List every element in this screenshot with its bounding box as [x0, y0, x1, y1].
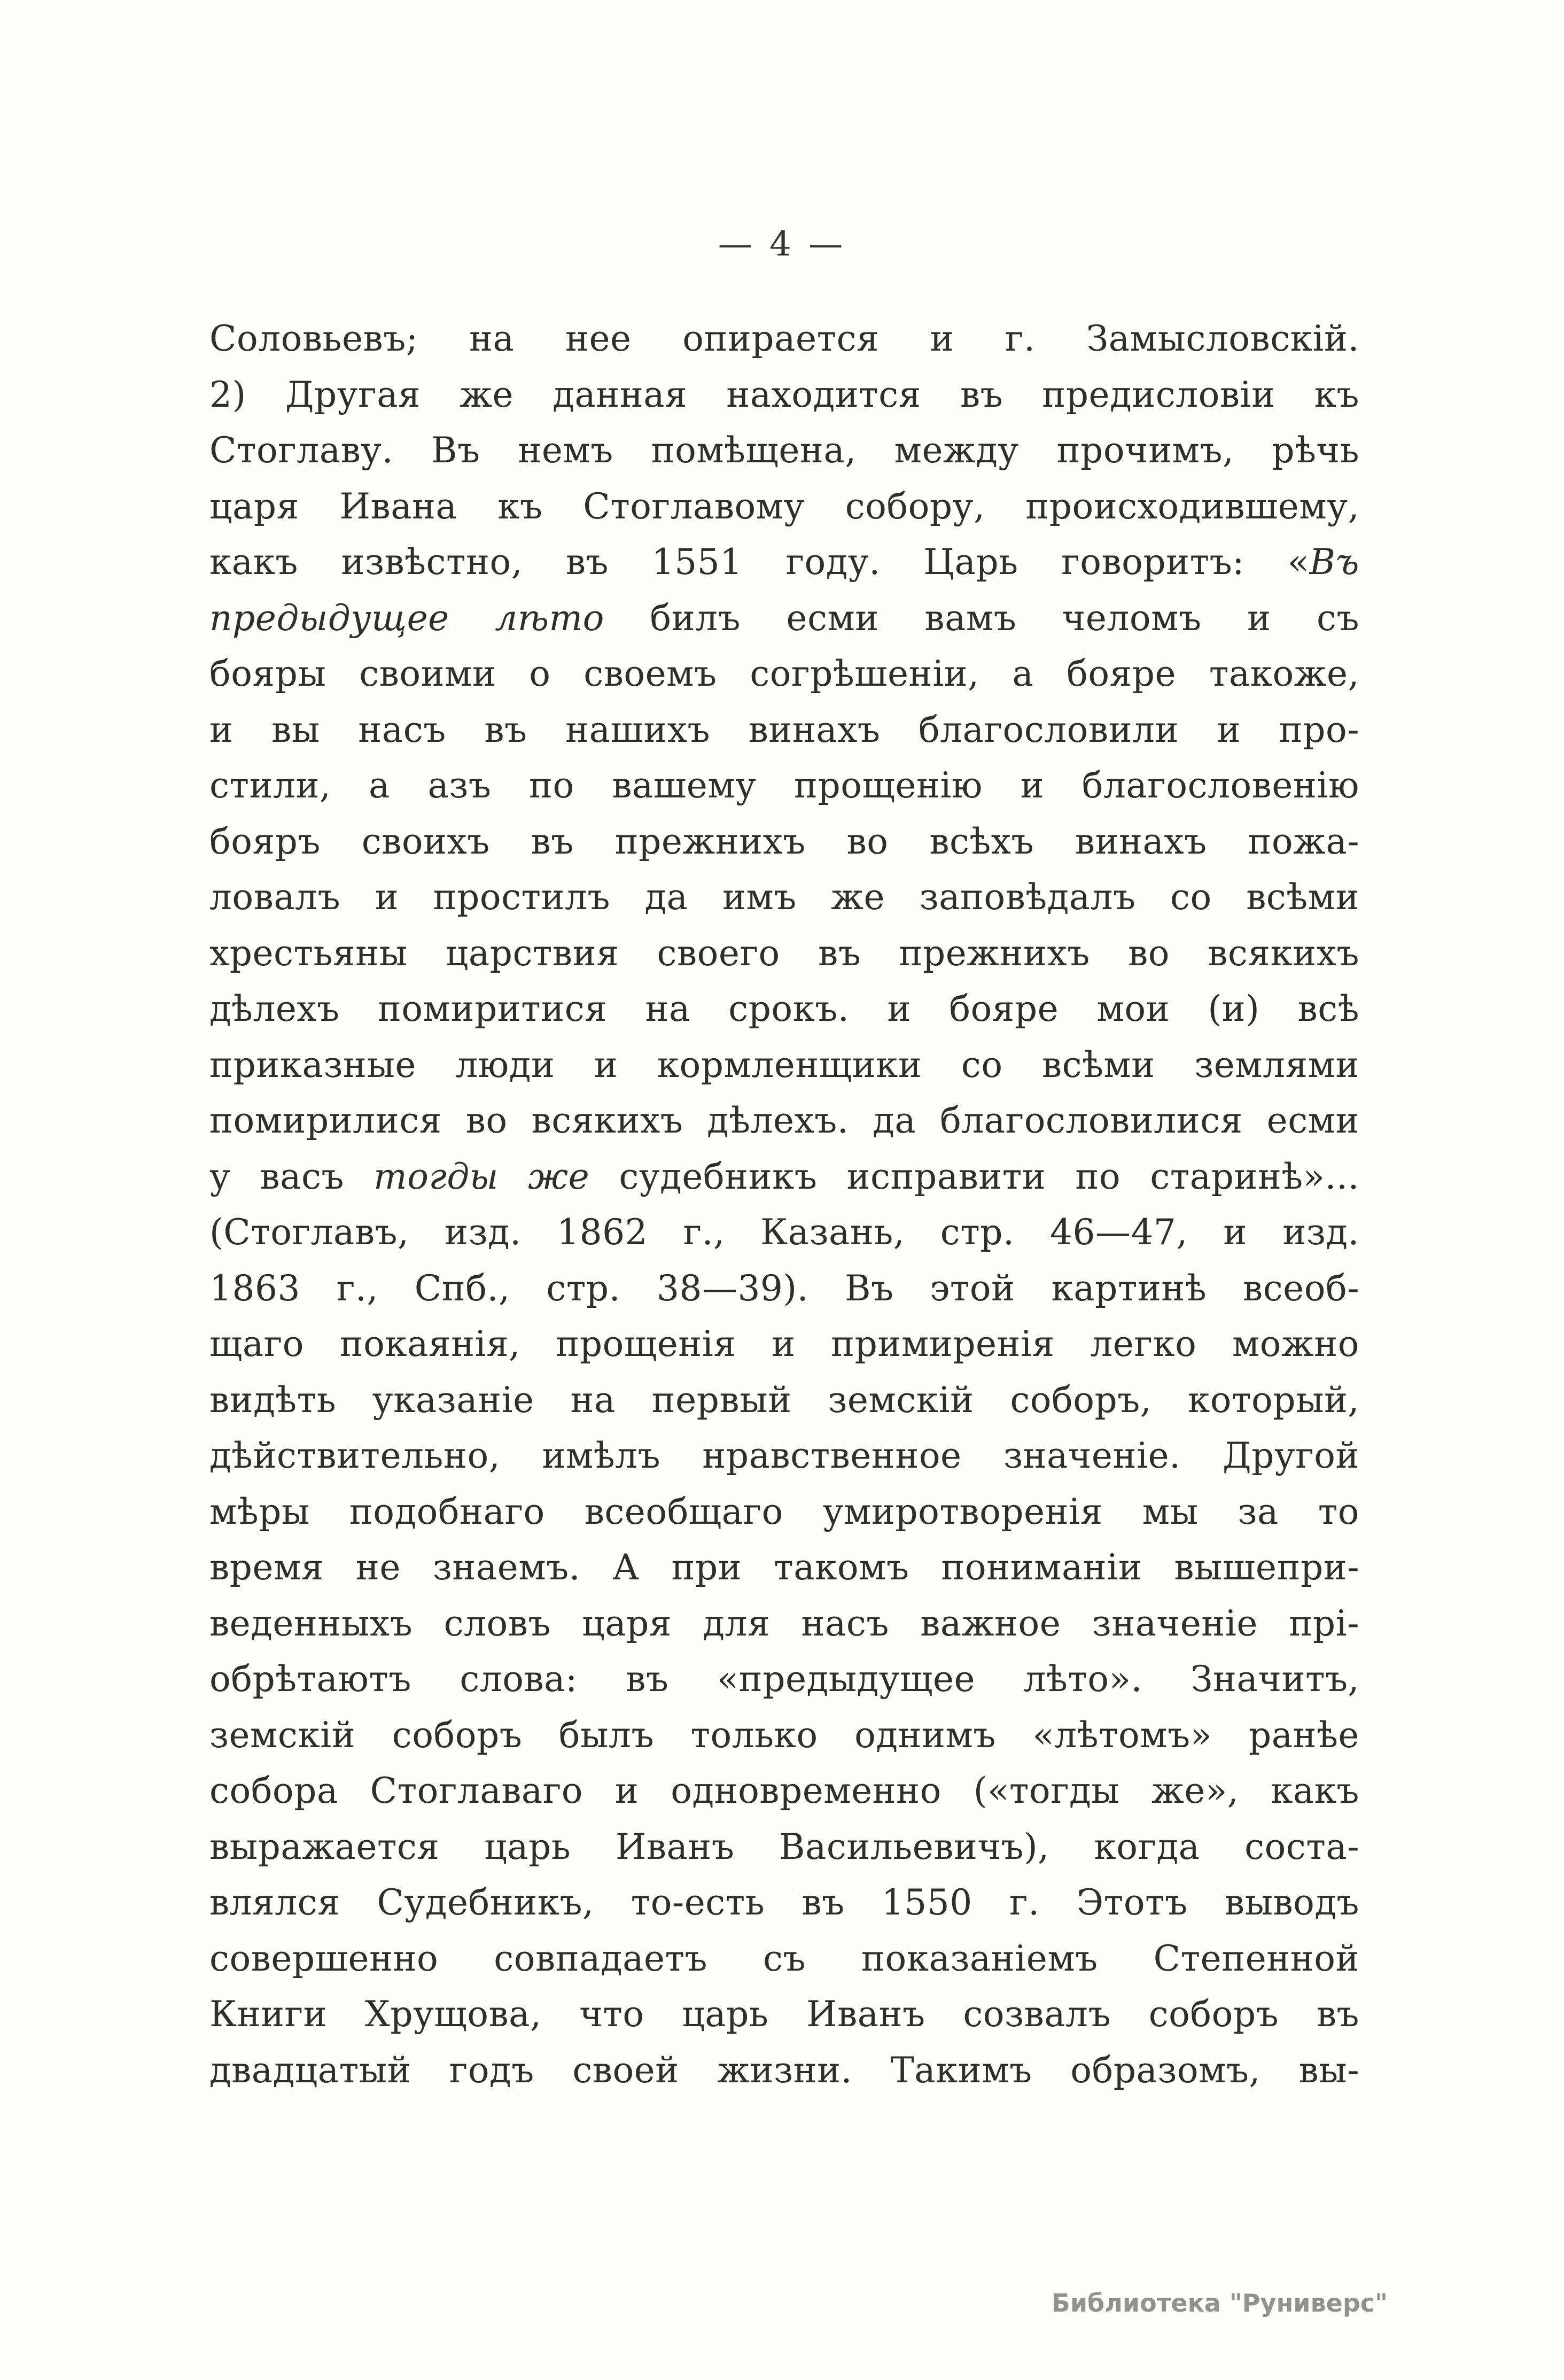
- text-line: [209, 1819, 1359, 1875]
- text-line: [209, 1484, 1359, 1540]
- text-segment: и вы насъ въ нашихъ винахъ благословили и про-: [209, 709, 1359, 750]
- text-line: [209, 1987, 1359, 2043]
- text-segment: дѣйствительно, имѣлъ нравственное значеніе. Другой: [209, 1435, 1359, 1476]
- text-segment: обрѣтаютъ слова: въ «предыдущее лѣто». Значитъ,: [209, 1658, 1359, 1700]
- text-line: [209, 479, 1359, 535]
- text-line: [209, 1316, 1359, 1373]
- text-segment: бояры своими о своемъ согрѣшеніи, а бояре такоже,: [209, 653, 1359, 694]
- text-line: [209, 311, 1359, 367]
- text-segment: двадцатый годъ своей жизни. Такимъ образомъ, вы-: [209, 2049, 1359, 2091]
- text-line: [209, 926, 1359, 982]
- text-segment: Книги Хрущова, что царь Иванъ созвалъ соборъ въ: [209, 1994, 1359, 2035]
- italic-text-segment: тогды же: [374, 1156, 590, 1197]
- text-block: [209, 311, 1359, 2098]
- text-line: [209, 1875, 1359, 1931]
- text-line: [209, 1596, 1359, 1652]
- text-line: [209, 1093, 1359, 1149]
- text-line: [209, 591, 1359, 647]
- text-line: [209, 534, 1359, 591]
- text-segment: видѣть указаніе на первый земскій соборъ, который,: [209, 1379, 1359, 1421]
- text-segment: у васъ: [209, 1156, 374, 1197]
- text-line: [209, 1428, 1359, 1484]
- text-line: [209, 1373, 1359, 1429]
- text-segment: какъ извѣстно, въ 1551 году. Царь говоритъ: «: [209, 541, 1310, 583]
- text-segment: совершенно совпадаетъ съ показаніемъ Степенной: [209, 1937, 1359, 1979]
- page-number: — 4 —: [718, 224, 846, 264]
- text-segment: хрестьяны царствия своего въ прежнихъ во всякихъ: [209, 932, 1359, 974]
- text-segment: мѣры подобнаго всеобщаго умиротворенія мы за то: [209, 1491, 1359, 1532]
- text-segment: (Стоглавъ, изд. 1862 г., Казань, стр. 46—47, и изд.: [209, 1212, 1359, 1253]
- italic-text-segment: Въ: [1309, 541, 1359, 583]
- text-segment: дѣлехъ помиритися на срокъ. и бояре мои (и) всѣ: [209, 988, 1359, 1029]
- text-segment: время не знаемъ. А при такомъ пониманіи вышепри-: [209, 1547, 1359, 1588]
- text-line: [209, 1037, 1359, 1094]
- text-line: [209, 758, 1359, 814]
- text-segment: Стоглаву. Въ немъ помѣщена, между прочимъ, рѣчь: [209, 430, 1359, 471]
- text-line: [209, 423, 1359, 479]
- library-watermark: Библиотека "Руниверс": [1051, 2289, 1388, 2317]
- text-segment: 2) Другая же данная находится въ предисловіи къ: [209, 374, 1359, 415]
- text-segment: приказные люди и кормленщики со всѣми землями: [209, 1044, 1359, 1086]
- text-line: [209, 814, 1359, 870]
- text-line: [209, 646, 1359, 702]
- text-segment: билъ есми вамъ челомъ и съ: [604, 597, 1359, 639]
- text-line: [209, 1205, 1359, 1261]
- text-segment: судебникъ исправити по старинѣ»...: [589, 1156, 1359, 1197]
- text-segment: царя Ивана къ Стоглавому собору, происходившему,: [209, 485, 1359, 527]
- text-segment: бояръ своихъ въ прежнихъ во всѣхъ винахъ пожа-: [209, 820, 1359, 862]
- text-line: [209, 1149, 1359, 1205]
- text-segment: стили, а азъ по вашему прощенію и благословенію: [209, 765, 1359, 806]
- text-segment: ловалъ и простилъ да имъ же заповѣдалъ со всѣми: [209, 877, 1359, 918]
- text-segment: влялся Судебникъ, то-есть въ 1550 г. Этотъ выводъ: [209, 1882, 1359, 1923]
- text-line: [209, 2043, 1359, 2099]
- text-segment: веденныхъ словъ царя для насъ важное значеніе прі-: [209, 1602, 1359, 1644]
- text-segment: 1863 г., Спб., стр. 38—39). Въ этой картинѣ всеоб-: [209, 1267, 1359, 1309]
- text-line: [209, 1763, 1359, 1819]
- text-line: [209, 1931, 1359, 1987]
- text-segment: земскій соборъ былъ только однимъ «лѣтомъ» ранѣе: [209, 1714, 1359, 1756]
- text-segment: щаго покаянія, прощенія и примиренія легко можно: [209, 1323, 1359, 1365]
- text-line: [209, 1540, 1359, 1596]
- text-line: [209, 1652, 1359, 1708]
- text-line: [209, 1261, 1359, 1317]
- text-line: [209, 367, 1359, 423]
- text-segment: Соловьевъ; на нее опирается и г. Замысловскій.: [209, 318, 1359, 359]
- text-segment: помирилися во всякихъ дѣлехъ. да благословилися есми: [209, 1100, 1359, 1141]
- text-line: [209, 870, 1359, 926]
- text-line: [209, 981, 1359, 1037]
- text-segment: выражается царь Иванъ Васильевичъ), когда соста-: [209, 1826, 1359, 1867]
- text-line: [209, 1708, 1359, 1764]
- text-line: [209, 702, 1359, 758]
- text-segment: собора Стоглаваго и одновременно («тогды же», какъ: [209, 1770, 1359, 1811]
- italic-text-segment: предыдущее лѣто: [209, 597, 604, 639]
